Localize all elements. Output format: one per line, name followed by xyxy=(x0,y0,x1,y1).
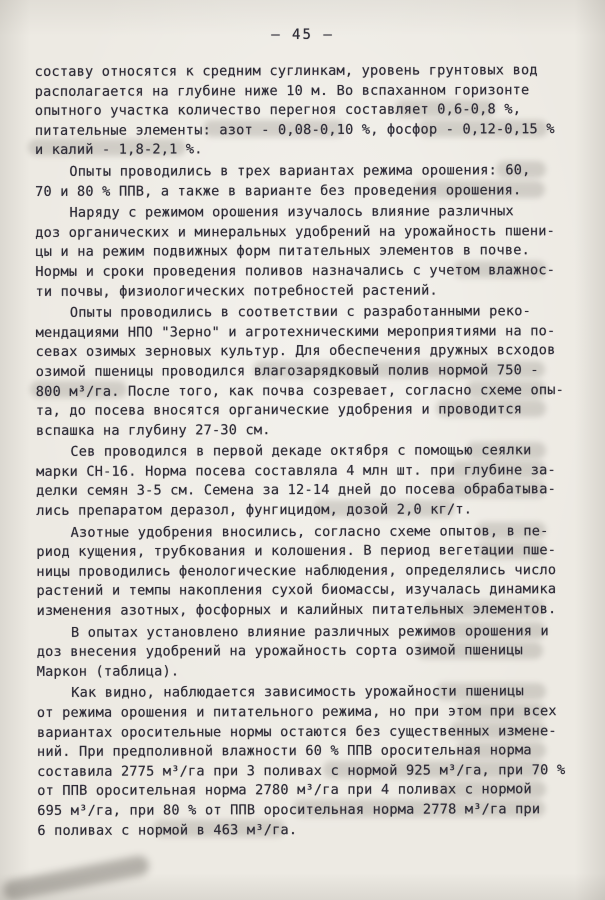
paragraph-6: Азотные удобрения вносились, согласно схеме опытов, в пе- риод кущения, трубкования и колошения. В период вегетации пше- ницы проводились фенологические наблюдения, определялись число растений и темпы накопления сухой биомассы, изучалась динамика изменения азотных, фосфорных и калийных питательных элементов. xyxy=(36,522,557,619)
paragraph-8: Как видно, наблюдается зависимость урожайности пшеницы от режима орошения и питательного режима, но при этом при всех вариантах оросительные нормы остаются без существенных измене- ний. При предполивной влажности 60 % ППВ оросительная норма составила 2775 м³/га при 3 поливах с нормой 925 м³/га, при 70 % от ППВ оросительная норма 2780 м³/га при 4 поливах с нормой 695 м³/га, при 80 % от ППВ оросительная норма 2778 м³/га при 6 поливах с нормой в 463 м³/га. xyxy=(36,683,566,839)
paragraph-3: Наряду с режимом орошения изучалось влияние различных доз органических и минеральных удобрений на урожайность пшени- цы и на режим подвижных форм питательных элементов в почве. Нормы и сроки проведения поливов назначались с учетом влажнос- ти почвы, физиологических потребностей растений. xyxy=(35,203,556,300)
paragraph-4: Опыты проводились в соответствии с разработанными реко- мендациями НПО "Зерно" и агротехническими мероприятиями на по- севах озимых зерновых культур. Для обеспечения дружных всходов озимой пшеницы проводился влагозарядковый полив нормой 750 - 800 м³/га. После того, как почва созревает, согласно схеме опы- та, до посева вносятся органические удобрения и проводится вспашка на глубину 27-30 см. xyxy=(35,303,565,439)
page-number: – 45 – xyxy=(271,27,334,43)
paragraph-5: Сев проводился в первой декаде октября с помощью сеялки марки СН-16. Норма посева составляла 4 млн шт. при глубине за- делки семян 3-5 см. Семена за 12-14 дней до посева обрабатыва- лись препаратом деразол, фунгицидом, дозой 2,0 кг/т. xyxy=(36,442,556,520)
paragraph-7: В опытах установлено влияние различных режимов орошения и доз внесения удобрений на урожайность сорта озимой пшеницы Маркон (таблица). xyxy=(36,622,549,680)
scan-corner-smear xyxy=(1,854,150,900)
paragraph-1: составу относятся к средним суглинкам, уровень грунтовых вод располагается на глубине ниже 10 м. Во вспаханном горизонте опытного участка количество перегноя составляет 0,6-0,8 %, питательные элементы: азот - 0,08-0,10 %, фосфор - 0,12-0,15 % и калий - 1,8-2,1 %. xyxy=(34,62,555,159)
paragraph-2: Опыты проводились в трех вариантах режима орошения: 60, 70 и 80 % ППВ, а также в варианте без проведения орошения. xyxy=(35,162,531,200)
document-body xyxy=(35,61,583,843)
